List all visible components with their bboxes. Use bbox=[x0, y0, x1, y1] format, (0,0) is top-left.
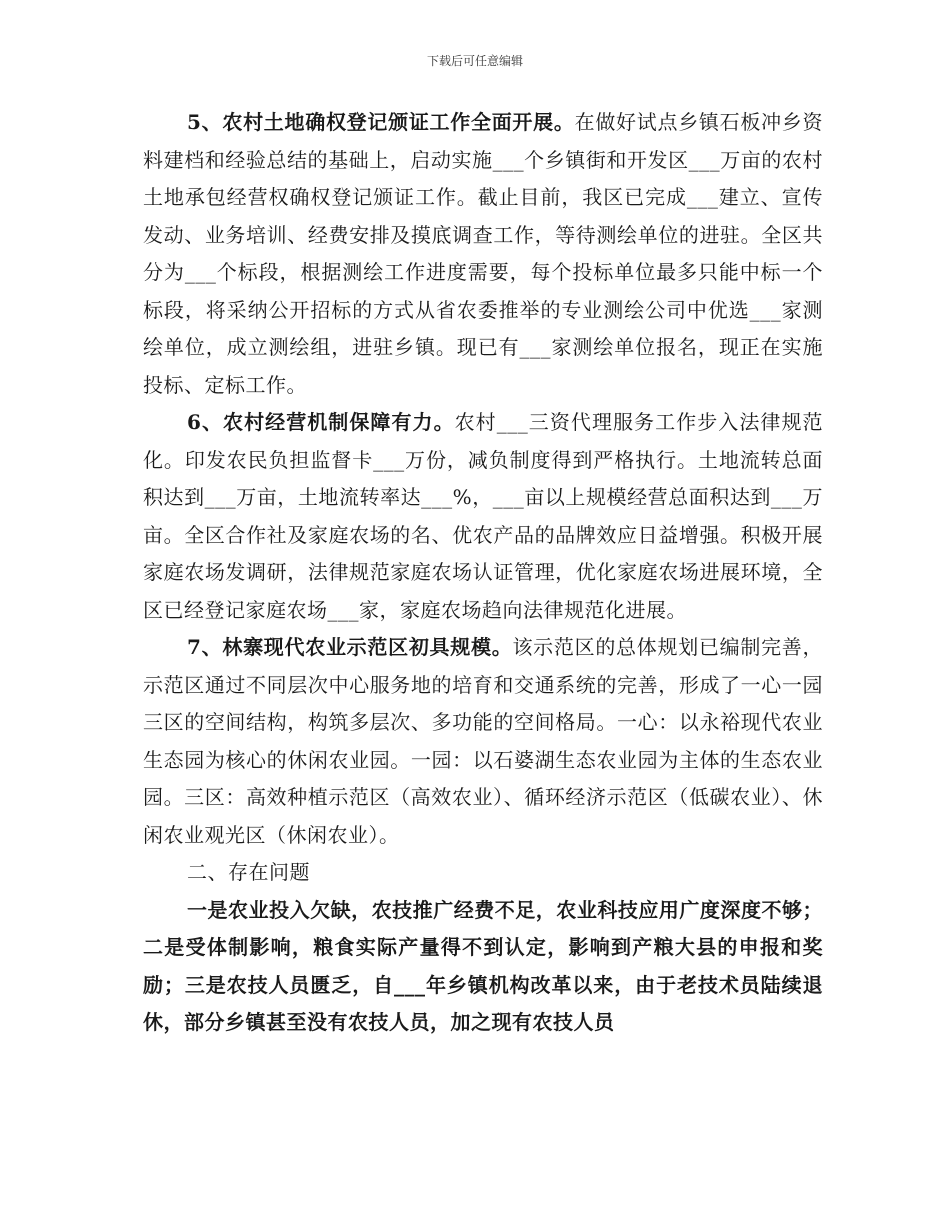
paragraph-text: 该示范区的总体规划已编制完善，示范区通过不同层次中心服务地的培育和交通系统的完善，形成了一心一园三区的空间结构，构筑多层次、多功能的空间格局。一心：以永裕现代农业生态园为核心的休闲农业园。一园：以石婆湖生态农业园为主体的生态农业园。三区：高效种植示范区（高效农业）、循环经济示范区（低碳农业）、休闲农业观光区（休闲农业）。 bbox=[143, 635, 824, 847]
document-body bbox=[143, 104, 823, 1042]
paragraph-linzhai-demo-zone bbox=[143, 629, 823, 854]
paragraph-heading: 6、农村经营机制保障有力。 bbox=[187, 410, 455, 434]
page-header: 下载后可任意编辑 bbox=[426, 54, 523, 68]
paragraph-text: 农村___三资代理服务工作步入法律规范化。印发农民负担监督卡___万份，减负制度得到严格执行。土地流转总面积达到___万亩，土地流转率达___%，___亩以上规模经营总面积达到___万亩。全区合作社及家庭农场的名、优农产品的品牌效应日益增强。积极开展家庭农场发调研，法律规范家庭农场认证管理，优化家庭农场进展环境，全区已经登记家庭农场___家，家庭农场趋向法律规范化进展。 bbox=[143, 410, 823, 622]
paragraph-operating-mechanism bbox=[143, 404, 823, 629]
paragraph-problems: 一是农业投入欠缺，农技推广经费不足，农业科技应用广度深度不够；二是受体制影响，粮食实际产量得不到认定，影响到产粮大县的申报和奖励；三是农技人员匮乏，自___年乡镇机构改革以来，由于老技术员陆续退休，部分乡镇甚至没有农技人员，加之现有农技人员 bbox=[143, 897, 823, 1034]
paragraph-text: 在做好试点乡镇石板冲乡资料建档和经验总结的基础上，启动实施___个乡镇街和开发区___万亩的农村土地承包经营权确权登记颁证工作。截止目前，我区已完成___建立、宣传发动、业务培训、经费安排及摸底调查工作，等待测绘单位的进驻。全区共分为___个标段，根据测绘工作进度需要，每个投标单位最多只能中标一个标段，将采纳公开招标的方式从省农委推举的专业测绘公司中优选___家测绘单位，成立测绘组，进驻乡镇。现已有___家测绘单位报名，现正在实施投标、定标工作。 bbox=[143, 110, 824, 397]
paragraph-heading: 5、农村土地确权登记颁证工作全面开展。 bbox=[187, 110, 575, 134]
section-heading-problems: 二、存在问题 bbox=[187, 860, 310, 884]
paragraph-land-registration bbox=[143, 104, 823, 404]
paragraph-heading: 7、林寨现代农业示范区初具规模。 bbox=[187, 635, 513, 659]
